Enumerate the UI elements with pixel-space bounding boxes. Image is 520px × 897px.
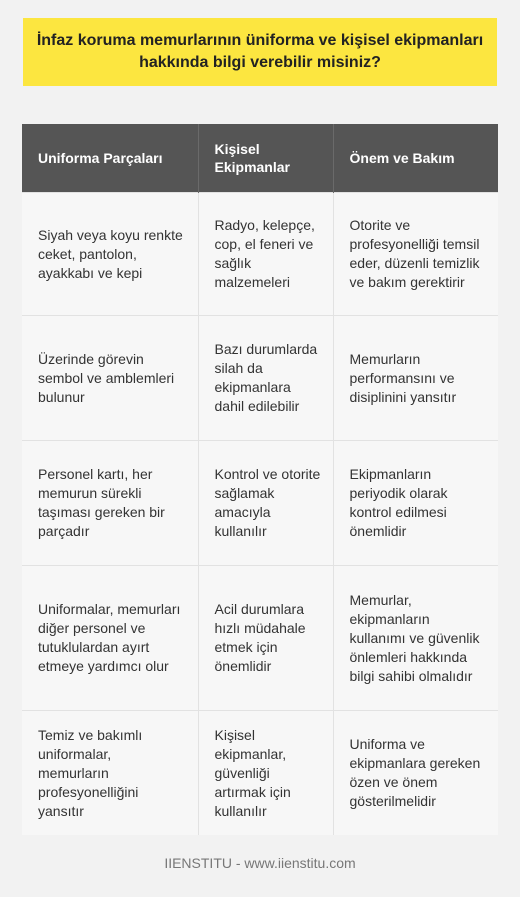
title-banner <box>23 18 497 86</box>
table-cell: Personel kartı, her memurun sürekli taşıması gereken bir parçadır <box>22 441 198 566</box>
footer-credit: IIENSTITU - www.iienstitu.com <box>164 855 356 871</box>
table-header-row <box>22 124 498 193</box>
column-header: Uniforma Parçaları <box>22 124 198 193</box>
table-cell: Acil durumlara hızlı müdahale etmek için önemlidir <box>198 566 333 711</box>
table-row <box>22 316 498 441</box>
table-cell: Radyo, kelepçe, cop, el feneri ve sağlık malzemeleri <box>198 193 333 316</box>
table-cell: Memurların performansını ve disiplinini yansıtır <box>333 316 498 441</box>
table-cell: Uniforma ve ekipmanlara gereken özen ve önem gösterilmelidir <box>333 711 498 836</box>
table-cell: Üzerinde görevin sembol ve amblemleri bulunur <box>22 316 198 441</box>
column-header: Önem ve Bakım <box>333 124 498 193</box>
table-row <box>22 711 498 836</box>
table-cell: Kontrol ve otorite sağlamak amacıyla kullanılır <box>198 441 333 566</box>
column-header: Kişisel Ekipmanlar <box>198 124 333 193</box>
table-row <box>22 441 498 566</box>
table-row <box>22 566 498 711</box>
table-cell: Temiz ve bakımlı uniformalar, memurların profesyonelliğini yansıtır <box>22 711 198 836</box>
table-cell: Ekipmanların periyodik olarak kontrol edilmesi önemlidir <box>333 441 498 566</box>
table-cell: Uniformalar, memurları diğer personel ve tutuklulardan ayırt etmeye yardımcı olur <box>22 566 198 711</box>
table-cell: Memurlar, ekipmanların kullanımı ve güvenlik önlemleri hakkında bilgi sahibi olmalıdır <box>333 566 498 711</box>
table-cell: Otorite ve profesyonelliği temsil eder, düzenli temizlik ve bakım gerektirir <box>333 193 498 316</box>
table-cell: Bazı durumlarda silah da ekipmanlara dahil edilebilir <box>198 316 333 441</box>
table-cell: Kişisel ekipmanlar, güvenliği artırmak için kullanılır <box>198 711 333 836</box>
info-table <box>22 124 498 835</box>
table-cell: Siyah veya koyu renkte ceket, pantolon, ayakkabı ve kepi <box>22 193 198 316</box>
page-title: İnfaz koruma memurlarının üniforma ve kişisel ekipmanları hakkında bilgi verebilir misiniz? <box>36 32 484 71</box>
table-row <box>22 193 498 316</box>
